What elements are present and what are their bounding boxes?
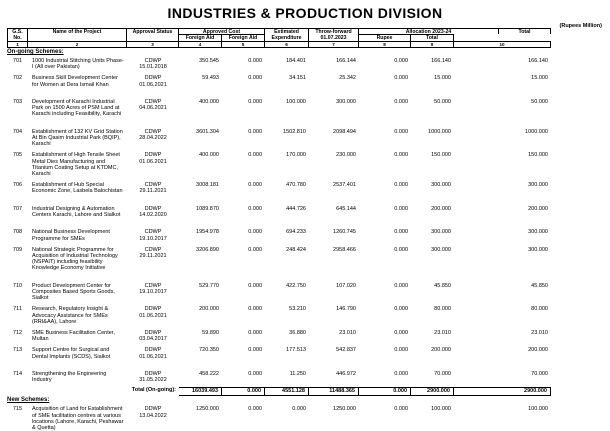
total-throw: 11488.365 bbox=[309, 387, 359, 396]
column-number: 4 bbox=[179, 41, 222, 48]
total-foreign: 0.000 bbox=[222, 387, 265, 396]
allocation-total: 166.140 bbox=[528, 58, 548, 64]
project-name: Business Skill Development Center for Women at Dera Ismail Khan bbox=[32, 75, 118, 88]
approval-status: CDWP 29.11.2021 bbox=[139, 246, 167, 259]
approved-cost-total: 3601.304 bbox=[196, 128, 219, 135]
approved-cost-foreign-aid: 0.000 bbox=[248, 370, 262, 377]
allocation-foreign-aid: 0.000 bbox=[394, 246, 408, 253]
approved-cost-total: 458.222 bbox=[199, 370, 219, 377]
project-number: 711 bbox=[13, 306, 22, 313]
estimated-expenditure: 248.424 bbox=[286, 246, 306, 253]
estimated-expenditure: 470.780 bbox=[286, 182, 306, 189]
allocation-rupee: 45.850 bbox=[434, 282, 451, 289]
table-row bbox=[7, 228, 604, 245]
throw-forward: 1250.000 bbox=[333, 406, 356, 413]
allocation-foreign-aid: 0.000 bbox=[394, 347, 408, 354]
table-row bbox=[7, 98, 604, 128]
allocation-foreign-aid: 0.000 bbox=[394, 58, 408, 64]
total-row bbox=[7, 387, 604, 395]
approved-cost-foreign-aid: 0.000 bbox=[248, 98, 262, 105]
column-number-row bbox=[7, 41, 604, 47]
approval-status: DDWP 03.04.2017 bbox=[139, 329, 167, 343]
allocation-foreign-aid: 0.000 bbox=[394, 229, 408, 236]
approval-status: CDWP 04.06.2021 bbox=[139, 98, 167, 112]
total-rupee: 2900.000 bbox=[411, 387, 454, 396]
project-name: Product Development Center for Composites Based Sports Goods, Sialkot bbox=[32, 282, 115, 302]
allocation-total: 80.000 bbox=[531, 306, 548, 313]
estimated-expenditure: 0.000 bbox=[292, 406, 306, 413]
total-est: 4551.128 bbox=[265, 387, 309, 396]
allocation-rupee: 50.000 bbox=[434, 98, 451, 105]
throw-forward: 300.000 bbox=[336, 98, 356, 105]
column-number: 7 bbox=[309, 41, 359, 48]
allocation-total: 1000.000 bbox=[525, 128, 548, 135]
approval-status: DDWP 01.06.2021 bbox=[139, 347, 167, 360]
estimated-expenditure: 170.000 bbox=[286, 152, 306, 159]
throw-forward: 25.342 bbox=[339, 75, 356, 82]
section-title: On-going Schemes: bbox=[7, 49, 64, 55]
project-number: 705 bbox=[12, 152, 23, 159]
header-gs-no: G.S. No. bbox=[7, 28, 28, 41]
approved-cost-foreign-aid: 0.000 bbox=[248, 229, 262, 236]
table-row bbox=[7, 57, 604, 74]
allocation-foreign-aid: 0.000 bbox=[394, 282, 408, 289]
header-total: Total bbox=[499, 28, 551, 34]
approved-cost-total: 3008.181 bbox=[196, 182, 219, 189]
allocation-foreign-aid: 0.000 bbox=[394, 329, 408, 336]
allocation-foreign-aid: 0.000 bbox=[394, 306, 408, 313]
project-name: Support Centre for Surgical and Dental Implants (SCDS), Sialkot bbox=[32, 347, 111, 360]
column-number: 2 bbox=[28, 41, 127, 48]
project-name: National Business Development Programme for SMEs bbox=[32, 229, 110, 242]
allocation-rupee: 1000.000 bbox=[428, 128, 451, 135]
approved-cost-total: 1954.978 bbox=[196, 229, 219, 236]
approval-status: CDWP 19.10.2017 bbox=[139, 229, 167, 242]
allocation-total: 300.000 bbox=[528, 182, 548, 189]
approval-status: CDWP 29.11.2021 bbox=[139, 182, 167, 195]
approved-cost-foreign-aid: 0.000 bbox=[248, 282, 262, 289]
allocation-total: 23.010 bbox=[531, 329, 548, 336]
column-number: 5 bbox=[222, 41, 265, 48]
project-number: 714 bbox=[12, 370, 23, 377]
project-number: 712 bbox=[12, 329, 23, 336]
project-number: 703 bbox=[12, 98, 23, 105]
approved-cost-total: 720.350 bbox=[199, 347, 219, 354]
allocation-foreign-aid: 0.000 bbox=[394, 406, 408, 413]
table-row bbox=[7, 128, 604, 152]
approved-cost-total: 1250.000 bbox=[196, 406, 219, 413]
project-number: 706 bbox=[12, 182, 23, 189]
approved-cost-foreign-aid: 0.000 bbox=[248, 306, 262, 313]
table-row bbox=[7, 346, 604, 370]
approval-status: DDWP 01.06.2021 bbox=[139, 306, 167, 319]
unit-label: (Rupees Million) bbox=[559, 23, 602, 29]
project-name: Development of Karachi Industrial Park on 1500 Acres of PSM Land at Karachi including Feasibility, Karachi bbox=[32, 98, 122, 118]
approved-cost-foreign-aid: 0.000 bbox=[248, 128, 262, 135]
header-name: Name of the Project bbox=[28, 28, 127, 41]
throw-forward: 230.000 bbox=[336, 152, 356, 159]
approved-cost-foreign-aid: 0.000 bbox=[248, 329, 262, 336]
approval-status: DDWP 01.06.2021 bbox=[139, 75, 167, 88]
approval-status: CDWP 15.01.2018 bbox=[139, 58, 167, 71]
allocation-total: 50.000 bbox=[531, 98, 548, 105]
approved-cost-total: 350.545 bbox=[199, 58, 219, 64]
estimated-expenditure: 34.151 bbox=[289, 75, 306, 82]
section-title: New Schemes: bbox=[7, 397, 50, 404]
allocation-foreign-aid: 0.000 bbox=[394, 182, 408, 189]
table-row bbox=[7, 370, 604, 387]
header-allocation: Allocation 2023-24 bbox=[359, 28, 499, 34]
approval-status: CDWP 28.04.2022 bbox=[139, 128, 167, 141]
table-row bbox=[7, 246, 604, 282]
approval-status: DDWP 31.05.2022 bbox=[139, 370, 167, 384]
approved-cost-foreign-aid: 0.000 bbox=[248, 246, 262, 253]
approval-status: DDWP 13.04.2022 bbox=[139, 406, 167, 419]
approved-cost-foreign-aid: 0.000 bbox=[248, 58, 262, 64]
approved-cost-foreign-aid: 0.000 bbox=[248, 406, 262, 413]
throw-forward: 146.790 bbox=[336, 306, 356, 313]
header-approved-cost: Approved Cost bbox=[179, 28, 265, 34]
estimated-expenditure: 444.726 bbox=[286, 205, 306, 212]
header-foreign-aid: Foreign Aid bbox=[179, 34, 222, 41]
column-number: 9 bbox=[411, 41, 454, 48]
throw-forward: 542.837 bbox=[336, 347, 356, 354]
allocation-rupee: 150.000 bbox=[431, 152, 451, 159]
table-body bbox=[7, 47, 604, 431]
throw-forward: 645.144 bbox=[336, 205, 356, 212]
table-row bbox=[7, 181, 604, 205]
table-row bbox=[7, 305, 604, 329]
approved-cost-total: 59.493 bbox=[202, 75, 219, 82]
approved-cost-total: 400.000 bbox=[199, 152, 219, 159]
project-name: Establishment of Hub Special Economic Zone, Lasbela Balochistan bbox=[32, 182, 123, 195]
table-row bbox=[7, 205, 604, 229]
column-number: 10 bbox=[454, 41, 551, 48]
project-number: 707 bbox=[12, 205, 23, 212]
project-number: 709 bbox=[12, 246, 23, 253]
approval-status: DDWP 14.02.2020 bbox=[139, 205, 167, 218]
allocation-rupee: 300.000 bbox=[431, 182, 451, 189]
allocation-total: 300.000 bbox=[528, 246, 548, 253]
project-number: 702 bbox=[12, 75, 23, 82]
allocation-total: 200.000 bbox=[528, 347, 548, 354]
table-row bbox=[7, 151, 604, 181]
project-number: 704 bbox=[12, 128, 23, 135]
project-number: 710 bbox=[12, 282, 23, 289]
allocation-total: 45.850 bbox=[531, 282, 548, 289]
allocation-rupee: 100.000 bbox=[431, 406, 451, 413]
allocation-rupee: 70.000 bbox=[434, 370, 451, 377]
approved-cost-total: 400.000 bbox=[199, 98, 219, 105]
allocation-rupee: 300.000 bbox=[431, 246, 451, 253]
allocation-rupee: 23.010 bbox=[434, 329, 451, 336]
throw-forward: 446.972 bbox=[336, 370, 356, 377]
throw-forward: 1260.745 bbox=[333, 229, 356, 236]
allocation-total: 200.000 bbox=[528, 205, 548, 212]
estimated-expenditure: 177.513 bbox=[286, 347, 306, 354]
allocation-total: 15.000 bbox=[531, 75, 548, 82]
project-number: 713 bbox=[12, 347, 23, 354]
allocation-total: 70.000 bbox=[531, 370, 548, 377]
allocation-rupee: 300.000 bbox=[431, 229, 451, 236]
approval-status: DDWP 01.06.2021 bbox=[139, 152, 167, 165]
approved-cost-total: 200.000 bbox=[199, 306, 219, 313]
allocation-rupee: 166.140 bbox=[431, 58, 451, 64]
allocation-foreign-aid: 0.000 bbox=[394, 98, 408, 105]
throw-forward: 23.010 bbox=[339, 329, 356, 336]
project-name: Establishment of 132 KV Grid Station At Bin Qasim Industrial Park (BQIP), Karachi bbox=[32, 128, 123, 148]
total-label: Total (On-going): bbox=[131, 387, 176, 394]
total-afa: 0.000 bbox=[359, 387, 411, 396]
header-alloc-total: Total bbox=[411, 34, 454, 41]
estimated-expenditure: 422.750 bbox=[286, 282, 306, 289]
column-number: 8 bbox=[359, 41, 411, 48]
estimated-expenditure: 11.250 bbox=[289, 370, 306, 377]
throw-forward: 166.144 bbox=[336, 58, 356, 64]
allocation-foreign-aid: 0.000 bbox=[394, 152, 408, 159]
table-header bbox=[7, 28, 604, 41]
approved-cost-foreign-aid: 0.000 bbox=[248, 182, 262, 189]
table-row bbox=[7, 329, 604, 346]
total-atotal: 2900.000 bbox=[454, 387, 551, 396]
approved-cost-total: 1089.870 bbox=[196, 205, 219, 212]
project-number: 715 bbox=[12, 406, 23, 413]
allocation-total: 300.000 bbox=[528, 229, 548, 236]
header-estimated-expenditure: Estimated Expenditure bbox=[265, 28, 309, 41]
project-name: Research, Regulatory Insight & Advocacy Assistance for SMEs (RRI&AA), Lahore bbox=[32, 306, 109, 325]
approved-cost-total: 529.770 bbox=[199, 282, 219, 289]
allocation-foreign-aid: 0.000 bbox=[394, 75, 408, 82]
header-throw-forward: Throw-forward 01.07.2023 bbox=[309, 28, 359, 41]
page-title: INDUSTRIES & PRODUCTION DIVISION bbox=[167, 5, 443, 21]
throw-forward: 107.020 bbox=[336, 282, 356, 289]
estimated-expenditure: 1502.810 bbox=[283, 128, 306, 135]
estimated-expenditure: 53.210 bbox=[289, 306, 306, 313]
estimated-expenditure: 100.000 bbox=[286, 98, 306, 105]
approved-cost-foreign-aid: 0.000 bbox=[248, 75, 262, 82]
column-number: 3 bbox=[127, 41, 179, 48]
approved-cost-foreign-aid: 0.000 bbox=[248, 205, 262, 212]
projects-table bbox=[7, 28, 604, 431]
approval-status: CDWP 19.10.2017 bbox=[139, 282, 167, 295]
allocation-foreign-aid: 0.000 bbox=[394, 370, 408, 377]
table-row bbox=[7, 74, 604, 98]
approved-cost-total: 59.890 bbox=[202, 329, 219, 336]
allocation-rupee: 80.000 bbox=[434, 306, 451, 313]
project-number: 701 bbox=[12, 58, 23, 64]
estimated-expenditure: 184.401 bbox=[286, 58, 306, 64]
allocation-total: 150.000 bbox=[528, 152, 548, 159]
throw-forward: 2098.494 bbox=[333, 128, 356, 135]
project-name: National Strategic Programme for Acquisition of Industrial Technology (NSPAIT) including feasibility Knowledge Economy Initiative bbox=[32, 246, 118, 272]
column-number: 6 bbox=[265, 41, 309, 48]
project-name: Industrial Designing & Automation Centers Karachi, Lahore and Sialkot bbox=[32, 205, 121, 218]
allocation-rupee: 200.000 bbox=[431, 205, 451, 212]
table-row bbox=[7, 282, 604, 306]
header-approval-status: Approval Status bbox=[127, 28, 179, 41]
approved-cost-total: 3206.890 bbox=[196, 246, 219, 253]
project-name: Establishment of High Tensile Sheet Metal Dies Manufacturing and Titanium Coating Setup at KTDMC, Karachi bbox=[32, 152, 120, 177]
throw-forward: 2958.466 bbox=[333, 246, 356, 253]
project-name: Strengthening the Engineering Industry bbox=[32, 370, 107, 384]
allocation-rupee: 15.000 bbox=[434, 75, 451, 82]
throw-forward: 2537.401 bbox=[333, 182, 356, 189]
project-name: SME Business Facilitation Center, Multan bbox=[32, 329, 115, 343]
allocation-total: 100.000 bbox=[528, 406, 548, 413]
allocation-foreign-aid: 0.000 bbox=[394, 128, 408, 135]
approved-cost-foreign-aid: 0.000 bbox=[248, 152, 262, 159]
approved-cost-foreign-aid: 0.000 bbox=[248, 347, 262, 354]
project-name: Acquisition of Land for Establishment of SME facilitation centres at various locations (Lahore, Karachi, Peshawar & Quetta) bbox=[32, 406, 124, 431]
project-name: 1000 Industrial Stitching Units Phase-I (All over Pakistan) bbox=[32, 58, 124, 71]
estimated-expenditure: 36.880 bbox=[289, 329, 306, 336]
total-total: 16039.493 bbox=[179, 387, 222, 396]
header-alloc-foreign-aid: Foreign Aid bbox=[222, 34, 265, 41]
header-alloc-rupee: Rupee bbox=[359, 34, 411, 41]
estimated-expenditure: 694.233 bbox=[286, 229, 306, 236]
project-number: 708 bbox=[12, 229, 23, 236]
column-number: 1 bbox=[7, 41, 28, 48]
allocation-foreign-aid: 0.000 bbox=[394, 205, 408, 212]
allocation-rupee: 200.000 bbox=[431, 347, 451, 354]
table-row bbox=[7, 405, 604, 431]
